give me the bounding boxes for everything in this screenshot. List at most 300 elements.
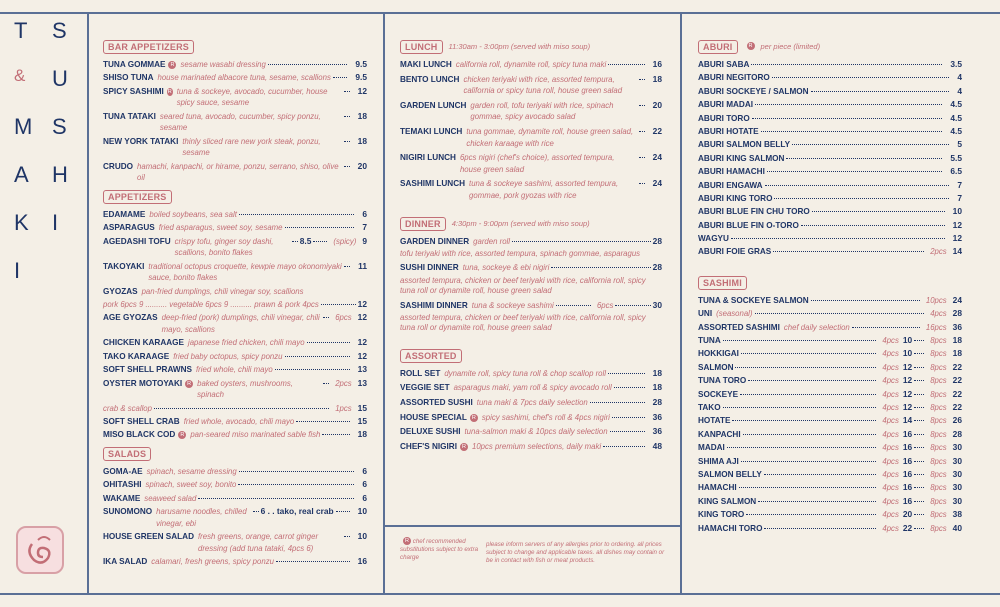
- chef-recommended-icon: R: [403, 537, 411, 545]
- item-price: 4.5: [950, 125, 962, 136]
- item-name: HAMACHI: [698, 483, 737, 493]
- item-price: 12: [952, 219, 962, 230]
- item-portion: 4pcs: [930, 309, 947, 319]
- salads-title: SALADS: [103, 447, 151, 461]
- menu-item-line: [103, 378, 367, 401]
- menu-item-line: [698, 220, 962, 232]
- item-price: 12: [357, 337, 367, 348]
- item-name: TAKO KARAAGE: [103, 351, 170, 361]
- item-name: SOFT SHELL CRAB: [103, 416, 180, 426]
- leader-dots: [639, 131, 645, 132]
- menu-item-line: [103, 506, 367, 529]
- item-portion-large: 8pcs: [930, 362, 947, 372]
- item-description: fried whole, chili mayo: [196, 365, 273, 375]
- menu-item-line: [698, 59, 962, 71]
- item-name: SHIMA AJI: [698, 456, 739, 466]
- leader-dots: [344, 166, 350, 167]
- item-name: SPICY SASHIMI: [103, 86, 164, 96]
- menu-item-line: [698, 456, 962, 468]
- item-name: TAKO: [698, 402, 721, 412]
- leader-dots: [741, 461, 877, 462]
- menu-item: [698, 362, 962, 374]
- item-price-small: 16: [902, 442, 913, 453]
- item-price-small: 12: [902, 388, 913, 399]
- leader-dots: [852, 327, 920, 328]
- leader-dots: [723, 340, 877, 341]
- item-price: 18: [652, 382, 662, 393]
- item-portion-large: 8pcs: [930, 496, 947, 506]
- item-name: IKA SALAD: [103, 557, 148, 567]
- leader-dots: [914, 474, 924, 475]
- item-price: 26: [952, 415, 962, 426]
- item-portion: 1pcs: [335, 403, 352, 413]
- item-price: 28: [652, 396, 662, 407]
- item-name: HOKKIGAI: [698, 349, 739, 359]
- menu-item-line: [698, 389, 962, 401]
- menu-item-line: [698, 429, 962, 441]
- menu-item: [400, 100, 662, 123]
- menu-item-line: [103, 466, 367, 478]
- item-description: 6pcs nigiri (chef's choice), assorted tempura, house green salad: [459, 153, 615, 174]
- menu-item: [103, 351, 367, 363]
- item-name: TUNA & SOCKEYE SALMON: [698, 295, 809, 305]
- leader-dots: [727, 447, 877, 448]
- leader-dots: [914, 353, 924, 354]
- item-description: japanese fried chicken, chili mayo: [187, 338, 305, 348]
- item-name: TUNA GOMMAE: [103, 60, 166, 69]
- leader-dots: [761, 131, 943, 132]
- leader-dots: [792, 144, 949, 145]
- chef-recommended-icon: R: [747, 42, 755, 50]
- item-price: 36: [652, 426, 662, 437]
- menu-item: [698, 415, 962, 427]
- menu-item: [698, 59, 962, 71]
- item-price: 12: [357, 312, 367, 323]
- item-price: 6: [362, 465, 367, 476]
- item-price-alt: 8.5: [299, 235, 312, 246]
- item-name: SOFT SHELL PRAWNS: [103, 365, 193, 375]
- item-price: 40: [952, 522, 962, 533]
- leader-dots: [333, 77, 347, 78]
- menu-item: [698, 509, 962, 521]
- menu-item-line: [103, 86, 367, 109]
- menu-item-line: [698, 523, 962, 535]
- item-description: calamari, fresh greens, spicy ponzu: [151, 557, 274, 567]
- item-price: 20: [652, 99, 662, 110]
- menu-item-line: [400, 441, 662, 453]
- item-name: GARDEN LUNCH: [400, 100, 467, 110]
- item-name: EDAMAME: [103, 209, 146, 219]
- menu-item: [103, 136, 367, 159]
- menu-item-line: [698, 233, 962, 245]
- leader-dots: [639, 183, 645, 184]
- item-portion-large: 8pcs: [930, 456, 947, 466]
- item-description: 10pcs premium selections, daily maki: [472, 441, 602, 451]
- leader-dots: [344, 91, 350, 92]
- menu-item-line: [698, 496, 962, 508]
- menu-item: [698, 126, 962, 138]
- menu-item: [400, 397, 662, 409]
- item-description: harusame noodles, chilled vinegar, ebi: [156, 507, 247, 528]
- item-portion-small: 4pcs: [882, 510, 899, 520]
- chef-recommended-icon: R: [168, 61, 176, 69]
- item-name: ASSORTED SASHIMI: [698, 322, 780, 332]
- item-name: SALMON BELLY: [698, 469, 762, 479]
- emblem-mark: [18, 528, 62, 572]
- leader-dots: [608, 64, 644, 65]
- menu-item-line: [698, 295, 962, 307]
- menu-item-line: [103, 312, 367, 335]
- leader-dots: [746, 514, 876, 515]
- item-price: 10: [357, 506, 367, 517]
- leader-dots: [253, 511, 259, 512]
- item-price: 7: [362, 222, 367, 233]
- leader-dots: [914, 501, 924, 502]
- divider-left-bottom: [0, 593, 1000, 595]
- menu-item: [103, 531, 367, 554]
- item-price: 30: [952, 442, 962, 453]
- item-description: fried asparagus, sweet soy, sesame: [158, 223, 283, 233]
- menu-item-line: [103, 479, 367, 491]
- item-description: crab & scallop: [103, 403, 152, 413]
- menu-item: [698, 220, 962, 232]
- item-price-small: 16: [902, 428, 913, 439]
- item-price-alt: 6 . . tako, real crab: [260, 506, 334, 517]
- menu-item: [698, 496, 962, 508]
- menu-item-line: [698, 442, 962, 454]
- item-name: GOMA-AE: [103, 466, 143, 476]
- leader-dots: [321, 304, 356, 305]
- menu-item-line: [400, 100, 662, 123]
- menu-item: [698, 308, 962, 320]
- item-name: HOTATE: [698, 416, 731, 426]
- item-price: 28: [952, 428, 962, 439]
- divider-col1: [383, 12, 385, 594]
- menu-item-line: [103, 136, 367, 159]
- bar-header: [103, 40, 367, 54]
- item-description: dynamite roll, spicy tuna roll & chop scallop roll: [444, 368, 606, 378]
- leader-dots: [914, 407, 924, 408]
- leader-dots: [292, 241, 298, 242]
- leader-dots: [914, 514, 924, 515]
- menu-item: [103, 506, 367, 529]
- item-description: hamachi, kanpachi, or hirame, ponzu, serrano, shiso, olive oil: [137, 161, 339, 183]
- menu-item: [698, 206, 962, 218]
- item-price: 13: [357, 377, 367, 388]
- menu-item: [400, 441, 662, 453]
- leader-dots: [639, 157, 645, 158]
- leader-dots: [590, 402, 645, 403]
- leader-dots: [914, 434, 924, 435]
- item-name: NEW YORK TATAKI: [103, 136, 179, 146]
- item-description: (seasonal): [716, 309, 753, 319]
- item-portion-large: 8pcs: [930, 336, 947, 346]
- leader-dots: [344, 141, 350, 142]
- menu-item: [698, 139, 962, 151]
- logo-letter: S: [52, 114, 67, 139]
- menu-item-line: [103, 236, 367, 259]
- item-name: ABURI ENGAWA: [698, 180, 763, 190]
- menu-item-line: [698, 206, 962, 218]
- item-price: 22: [652, 125, 662, 136]
- logo-letter: U: [52, 66, 68, 91]
- item-name: ABURI FOIE GRAS: [698, 247, 772, 257]
- leader-dots: [608, 373, 645, 374]
- item-sub-description: assorted tempura, chicken or beef teriyaki with rice, california roll, spicy tuna roll or dynamite roll, house green salad: [400, 275, 646, 296]
- item-price: 22: [952, 361, 962, 372]
- item-description: pan-fried dumplings, chili vinegar soy, scallions: [141, 286, 304, 296]
- item-description: thinly sliced rare new york steak, ponzu, sesame: [182, 136, 321, 158]
- menu-item-line: [103, 493, 367, 505]
- menu-item: [698, 113, 962, 125]
- item-price: 10: [952, 206, 962, 217]
- menu-item-line: [698, 180, 962, 192]
- menu-item-line: [400, 300, 662, 312]
- item-name: BENTO LUNCH: [400, 74, 460, 84]
- menu-item: [698, 180, 962, 192]
- menu-item: [103, 261, 367, 284]
- item-name: CHEF'S NIGIRI: [400, 441, 457, 451]
- menu-item-line: [698, 126, 962, 138]
- item-price: 12: [357, 85, 367, 96]
- leader-dots: [914, 528, 924, 529]
- item-portion-small: 4pcs: [882, 523, 899, 533]
- item-price: 12: [357, 350, 367, 361]
- item-name: ABURI BLUE FIN O-TORO: [698, 220, 799, 230]
- leader-dots: [811, 300, 920, 301]
- menu-item: [698, 233, 962, 245]
- aburi-header: [698, 40, 962, 54]
- leader-dots: [198, 498, 354, 499]
- item-description: asparagus maki, yam roll & spicy avocado roll: [453, 383, 612, 393]
- column-appetizers: [103, 34, 367, 570]
- menu-item: [103, 556, 367, 568]
- menu-item: [698, 295, 962, 307]
- item-portion-small: 4pcs: [882, 349, 899, 359]
- item-name: SASHIMI LUNCH: [400, 179, 466, 189]
- leader-dots: [322, 434, 349, 435]
- menu-item-line: [103, 72, 367, 84]
- item-name: ABURI SOCKEYE / SALMON: [698, 86, 809, 96]
- item-price: 3.5: [950, 59, 962, 69]
- leader-dots: [285, 227, 355, 228]
- menu-item: [103, 416, 367, 428]
- logo-letter: K: [14, 210, 29, 235]
- item-description: boiled soybeans, sea salt: [149, 209, 237, 219]
- item-name: NIGIRI LUNCH: [400, 153, 456, 163]
- item-price-small: 16: [902, 455, 913, 466]
- item-description: spinach, sweet soy, bonito: [145, 480, 237, 490]
- item-description: spicy sashimi, chef's roll & 4pcs nigiri: [481, 412, 610, 422]
- item-price: 4.5: [950, 112, 962, 123]
- leader-dots: [774, 198, 949, 199]
- item-price: 15: [357, 415, 367, 426]
- menu-item-line: [103, 209, 367, 221]
- item-portion-small: 4pcs: [882, 416, 899, 426]
- leader-dots: [773, 251, 924, 252]
- item-description: garden roll: [473, 236, 510, 246]
- logo-letter: A: [14, 162, 29, 187]
- leader-dots: [767, 171, 942, 172]
- leader-dots: [765, 185, 950, 186]
- menu-item: [103, 111, 367, 134]
- item-portion-small: 4pcs: [882, 402, 899, 412]
- leader-dots: [914, 380, 924, 381]
- item-name: KANPACHI: [698, 429, 741, 439]
- item-price: 30: [652, 299, 662, 310]
- menu-item: [698, 322, 962, 334]
- substitutions-note: substitutions subject to extra charge: [400, 546, 479, 561]
- item-name: AGE GYOZAS: [103, 313, 158, 323]
- leader-dots: [732, 420, 876, 421]
- item-name: KING SALMON: [698, 496, 757, 506]
- item-name: OHITASHI: [103, 480, 142, 490]
- menu-item: [103, 86, 367, 109]
- menu-item: [698, 429, 962, 441]
- section-gap: [698, 536, 962, 546]
- salads-header: [103, 447, 367, 461]
- item-price: 22: [952, 375, 962, 386]
- menu-item-line: [103, 261, 367, 284]
- item-description: fresh greens, orange, carrot ginger dressing (add tuna tataki, 4pcs 6): [197, 532, 319, 553]
- menu-item: [698, 348, 962, 360]
- item-portion: 6pcs: [335, 313, 352, 323]
- item-portion-small: 4pcs: [882, 483, 899, 493]
- section-gap: [400, 205, 662, 211]
- item-sub-description: assorted tempura, chicken or beef teriyaki with rice, california roll, spicy tuna roll or dynamite roll, house green salad: [400, 312, 646, 333]
- item-name: HOUSE SPECIAL: [400, 412, 467, 422]
- menu-item-line: [698, 469, 962, 481]
- chef-recommended-icon: R: [460, 443, 468, 451]
- item-name: SHISO TUNA: [103, 73, 154, 83]
- item-portion: 10pcs: [925, 295, 947, 305]
- item-portion: 6pcs: [596, 300, 614, 310]
- menu-item: [400, 152, 662, 175]
- item-price: 7: [957, 179, 962, 190]
- item-price: 9.5: [355, 72, 367, 83]
- menu-item-line: [698, 348, 962, 360]
- menu-item-line: [103, 429, 367, 441]
- item-portion: (spicy): [333, 236, 357, 246]
- aburi-title: ABURI: [698, 40, 738, 54]
- item-price: 48: [652, 440, 662, 451]
- item-price: 9: [362, 235, 367, 246]
- leader-dots: [154, 408, 329, 409]
- brand-logo: [8, 14, 94, 314]
- item-price: 13: [357, 364, 367, 375]
- menu-item-line: [103, 531, 367, 554]
- item-price: 9.5: [355, 59, 367, 69]
- item-price: 16: [652, 59, 662, 69]
- menu-item-line: [400, 236, 662, 248]
- menu-item-line: [103, 364, 367, 376]
- item-description: fried whole, avocado, chili mayo: [183, 416, 295, 426]
- leader-dots: [285, 356, 350, 357]
- item-price-small: 10: [902, 335, 913, 346]
- chef-recommended-icon: R: [178, 431, 186, 439]
- leader-dots: [276, 561, 350, 562]
- menu-item-line: [698, 153, 962, 165]
- item-portion-large: 8pcs: [930, 376, 947, 386]
- item-name: MISO BLACK COD: [103, 430, 176, 440]
- item-price: 36: [652, 411, 662, 422]
- leader-dots: [811, 91, 950, 92]
- item-description: tuna-salmon maki & 10pcs daily selection: [464, 427, 608, 437]
- leader-dots: [307, 342, 350, 343]
- item-name: SUSHI DINNER: [400, 263, 459, 273]
- item-name: ABURI TORO: [698, 113, 750, 123]
- leader-dots: [239, 214, 354, 215]
- item-price: 22: [952, 401, 962, 412]
- item-name: ABURI HOTATE: [698, 126, 759, 136]
- item-portion-small: 4pcs: [882, 389, 899, 399]
- menu-item: [400, 382, 662, 394]
- item-name: SUNOMONO: [103, 507, 153, 517]
- item-price: 24: [652, 152, 662, 163]
- menu-item: [103, 222, 367, 234]
- item-price: 6.5: [950, 166, 962, 177]
- item-description: chicken teriyaki with rice, assorted tempura, california or spicy tuna roll, house green salad: [463, 74, 623, 96]
- item-name: VEGGIE SET: [400, 383, 450, 393]
- item-description: fried baby octopus, spicy ponzu: [173, 351, 283, 361]
- dinner-note: 4:30pm - 9:00pm (served with miso soup): [451, 218, 590, 228]
- item-name: UNI: [698, 309, 713, 319]
- footer-chef-note: [400, 538, 480, 562]
- menu-item: [698, 469, 962, 481]
- menu-item: [103, 59, 367, 71]
- menu-item-line: [698, 509, 962, 521]
- item-price-small: 16: [902, 468, 913, 479]
- menu-item: [698, 402, 962, 414]
- leader-dots: [741, 353, 876, 354]
- leader-dots: [344, 116, 350, 117]
- item-price: 30: [952, 495, 962, 506]
- menu-item-line: [698, 113, 962, 125]
- item-portion-large: 8pcs: [930, 483, 947, 493]
- item-description: pan-seared miso marinated sable fish: [190, 430, 321, 440]
- menu-item: [400, 300, 662, 334]
- item-name: TUNA TORO: [698, 376, 747, 386]
- column-lunch-dinner: [400, 34, 662, 461]
- menu-item: [103, 378, 367, 401]
- item-name: WAKAME: [103, 493, 141, 503]
- logo-letter: I: [14, 258, 21, 283]
- menu-item: [103, 493, 367, 505]
- item-name: AGEDASHI TOFU: [103, 236, 171, 246]
- leader-dots: [323, 317, 329, 318]
- item-price: 5: [957, 139, 962, 150]
- item-portion-large: 8pcs: [930, 402, 947, 412]
- item-name: ABURI NEGITORO: [698, 73, 770, 83]
- menu-item: [103, 479, 367, 491]
- sashimi-title: SASHIMI: [698, 276, 747, 290]
- section-gap: [400, 455, 662, 461]
- item-name: SASHIMI DINNER: [400, 300, 468, 310]
- leader-dots: [556, 305, 591, 306]
- item-name: ABURI SABA: [698, 60, 750, 69]
- item-sub-description: tofu teriyaki with rice, assorted tempura, spinach gommae, asparagus: [400, 248, 641, 258]
- leader-dots: [914, 447, 924, 448]
- item-name: CRUDO: [103, 161, 134, 171]
- menu-item: [400, 178, 662, 201]
- leader-dots: [748, 380, 876, 381]
- chef-recommended-icon: R: [470, 414, 478, 422]
- item-price-small: 12: [902, 401, 913, 412]
- item-price: 18: [952, 348, 962, 359]
- menu-item-line: [103, 111, 367, 134]
- leader-dots: [275, 369, 350, 370]
- footer-allergy-note: please inform servers of any allergies prior to ordering. all prices subject to change and applicable taxes. all dishes may contain or be in contact with fish or meat products.: [486, 541, 665, 564]
